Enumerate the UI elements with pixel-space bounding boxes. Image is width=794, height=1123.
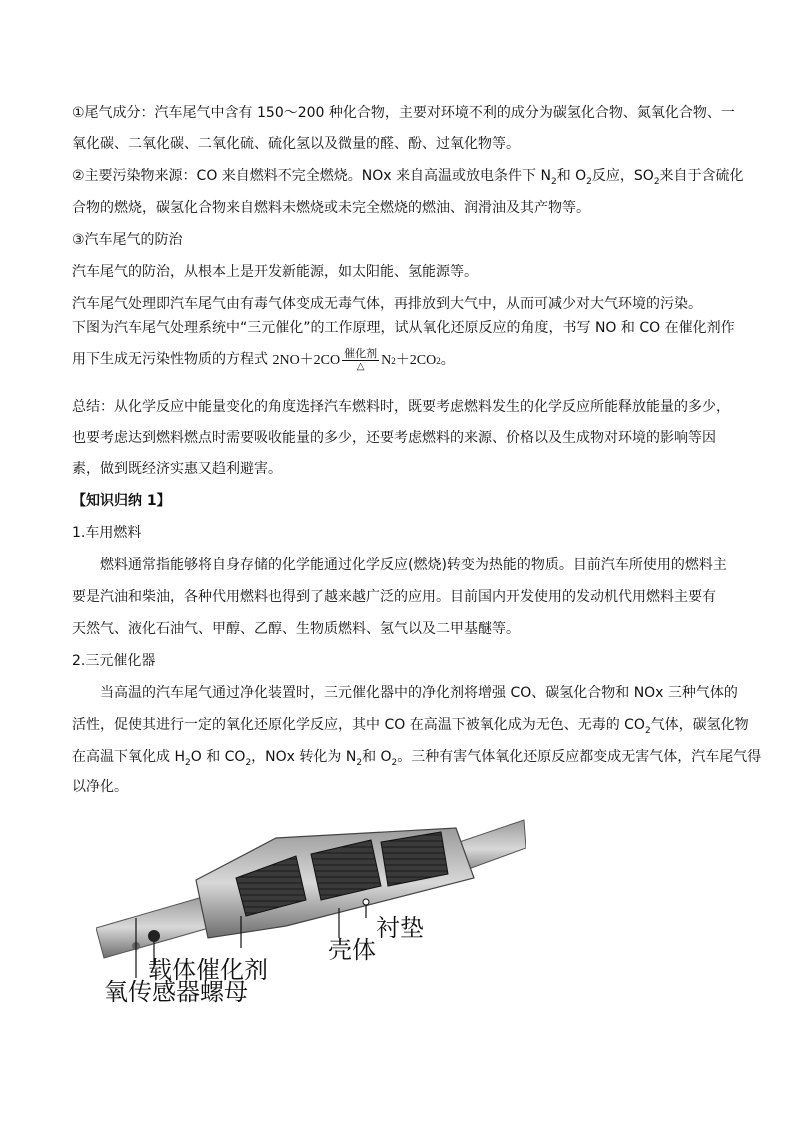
sub1-line3: 天然气、液化石油气、甲醇、乙醇、生物质燃料、氢气以及二甲基醚等。: [72, 621, 520, 637]
summary-line1: 总结：从化学反应中能量变化的角度选择汽车燃料时，既要考虑燃料发生的化学反应所能释放能量的多少，: [72, 399, 730, 415]
sub1-heading: 1.车用燃料: [72, 525, 142, 541]
section2-line1: ②主要污染物来源：CO 来自燃料不完全燃烧。NOx 来自高温或放电条件下 $N_2$和 $O_2$反应，$SO_2$来自于含硫化: [72, 168, 744, 187]
section3-equation-line: 用下生成无污染性物质的方程式 2NO＋2CO $\frac{\text{催化剂}}{\triangle}$ N 2 ＋2CO 2 。: [72, 348, 455, 372]
knowledge-title: 【知识归纳 1】: [72, 493, 171, 509]
chemical-equation: 2NO＋2CO $\frac{\text{催化剂}}{\triangle}$ N 2 ＋2CO 2 。: [272, 348, 455, 372]
section3-heading: ③汽车尾气的防治: [72, 232, 183, 248]
sub2-line3: 在高温下氧化成 $H_2O$ 和 $CO_2$，NOx 转化为 $N_2$和 $O_2$。三种有害气体氧化还原反应都变成无害气体，汽车尾气得: [72, 749, 762, 768]
sub2-line2: 活性，促使其进行一定的氧化还原化学反应，其中 CO 在高温下被氧化成为无色、无毒的 $CO_2$气体，碳氢化物: [72, 717, 749, 736]
section3-line2: 汽车尾气处理即汽车尾气由有毒气体变成无毒气体，再排放到大气中，从而可减少对大气环境的污染。: [72, 296, 702, 312]
summary-line3: 素，做到既经济实惠又趋利避害。: [72, 461, 282, 477]
catalytic-converter-figure: [96, 808, 526, 1006]
section2-line2: 合物的燃烧，碳氢化合物来自燃料未燃烧或未完全燃烧的燃油、润滑油及其产物等。: [72, 200, 590, 216]
sub2-heading: 2.三元催化器: [72, 653, 156, 669]
label-oxygen-sensor-nut: 氧传感器螺母: [104, 978, 248, 1006]
section3-line1: 汽车尾气的防治，从根本上是开发新能源，如太阳能、氢能源等。: [72, 264, 478, 280]
section1-line2: 氧化碳、二氧化碳、二氧化硫、硫化氢以及微量的醛、酚、过氧化物等。: [72, 136, 520, 152]
label-shell: 壳体: [328, 936, 376, 964]
section3-line3: 下图为汽车尾气处理系统中“三元催化”的工作原理，试从氧化还原反应的角度，书写 NO 和 CO 在催化剂作: [72, 320, 735, 336]
label-carrier-catalyst: 载体催化剂: [148, 956, 268, 984]
label-pad: 衬垫: [376, 914, 424, 942]
sub1-line2: 要是汽油和柴油，各种代用燃料也得到了越来越广泛的应用。目前国内开发使用的发动机代用燃料主要有: [72, 589, 716, 605]
section1-line1: ①尾气成分：汽车尾气中含有 150～200 种化合物，主要对环境不利的成分为碳氢化合物、氮氧化合物、一: [72, 105, 735, 121]
sub2-line4: 以净化。: [72, 779, 128, 795]
summary-line2: 也要考虑达到燃料燃点时需要吸收能量的多少，还要考虑燃料的来源、价格以及生成物对环境的影响等因: [72, 430, 716, 446]
sub2-line1: 当高温的汽车尾气通过净化装置时，三元催化器中的净化剂将增强 CO、碳氢化合物和 NOx 三种气体的: [100, 685, 738, 701]
sub1-line1: 燃料通常指能够将自身存储的化学能通过化学反应(燃烧)转变为热能的物质。目前汽车所使用的燃料主: [100, 557, 727, 573]
